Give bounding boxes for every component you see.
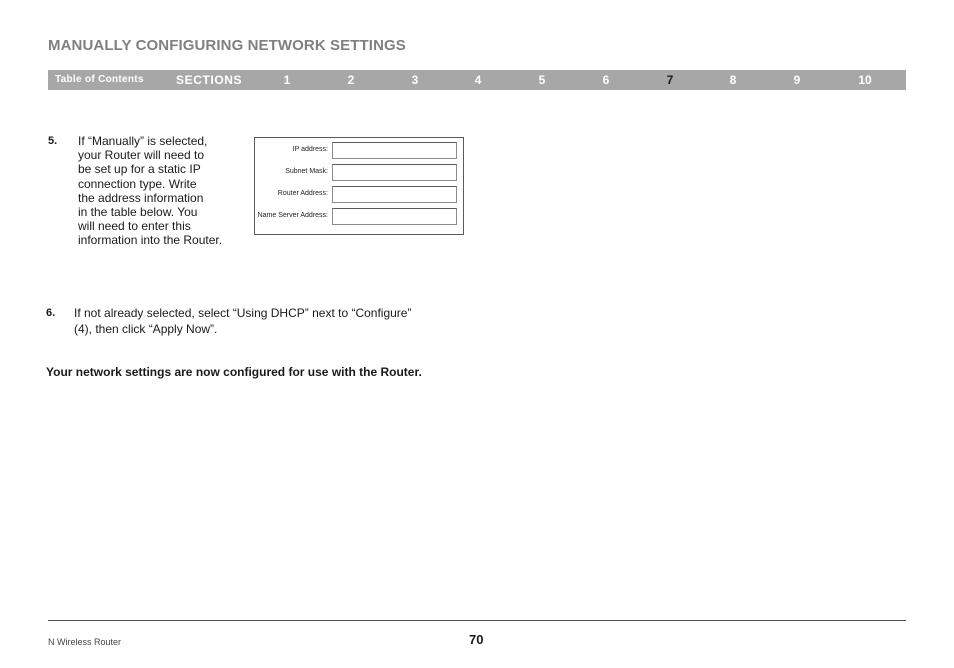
- table-of-contents-link[interactable]: Table of Contents: [55, 74, 144, 85]
- page-title: MANUALLY CONFIGURING NETWORK SETTINGS: [48, 37, 406, 54]
- page-number: 70: [469, 632, 484, 647]
- section-link-6[interactable]: 6: [602, 73, 610, 87]
- section-link-7-current[interactable]: 7: [666, 73, 674, 87]
- section-link-4[interactable]: 4: [474, 73, 482, 87]
- section-link-9[interactable]: 9: [793, 73, 801, 87]
- ip-address-row: [255, 140, 463, 160]
- step-5-number: 5.: [48, 135, 58, 147]
- subnet-mask-label: Subnet Mask:: [285, 168, 328, 175]
- router-address-field[interactable]: [332, 186, 457, 203]
- subnet-mask-row: [255, 162, 463, 182]
- step-5-line: the address information: [78, 190, 204, 205]
- step-6-line: If not already selected, select “Using DHCP” next to “Configure”: [74, 306, 412, 320]
- ip-address-label: IP address:: [292, 146, 328, 153]
- sections-label: SECTIONS: [176, 73, 243, 87]
- step-6-line: (4), then click “Apply Now”.: [74, 321, 218, 336]
- ip-address-field[interactable]: [332, 142, 457, 159]
- closing-statement: Your network settings are now configured for use with the Router.: [46, 365, 422, 379]
- name-server-address-label: Name Server Address:: [257, 212, 328, 219]
- section-link-3[interactable]: 3: [411, 73, 419, 87]
- name-server-address-row: [255, 206, 463, 226]
- section-link-2[interactable]: 2: [347, 73, 355, 87]
- step-5-line: If “Manually” is selected,: [78, 134, 208, 148]
- router-address-row: [255, 184, 463, 204]
- step-5-line: information into the Router.: [78, 233, 223, 248]
- name-server-address-field[interactable]: [332, 208, 457, 225]
- section-link-5[interactable]: 5: [538, 73, 546, 87]
- router-address-label: Router Address:: [277, 190, 328, 197]
- step-5-line: will need to enter this: [78, 219, 191, 234]
- static-ip-form-screenshot: [254, 137, 464, 235]
- section-nav-bar: [48, 70, 906, 90]
- section-link-8[interactable]: 8: [729, 73, 737, 87]
- step-6-text: [74, 306, 411, 337]
- step-5-line: connection type. Write: [78, 176, 197, 191]
- step-5-line: your Router will need to: [78, 148, 205, 163]
- step-5-line: in the table below. You: [78, 205, 198, 220]
- section-link-10[interactable]: 10: [858, 73, 872, 87]
- footer-divider: [48, 620, 906, 621]
- footer-product-name: N Wireless Router: [48, 637, 122, 647]
- step-5-line: be set up for a static IP: [78, 162, 201, 177]
- step-6-number: 6.: [46, 307, 56, 319]
- step-5-text: [78, 134, 222, 248]
- subnet-mask-field[interactable]: [332, 164, 457, 181]
- section-link-1[interactable]: 1: [283, 73, 291, 87]
